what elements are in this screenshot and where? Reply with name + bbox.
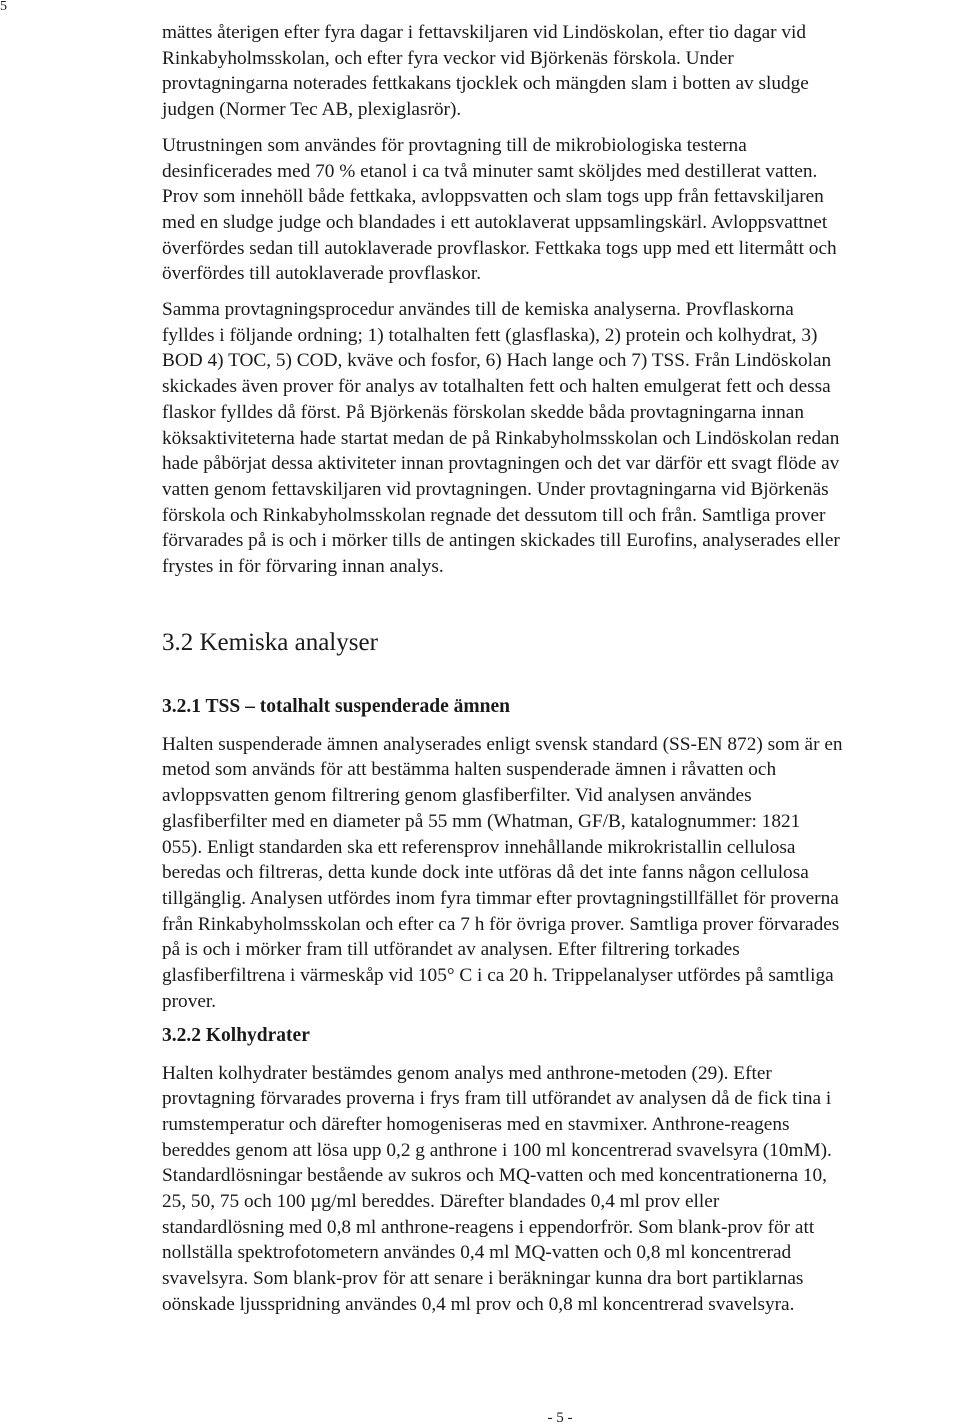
subsection-heading-carbohydrates: 3.2.2 Kolhydrater	[162, 1024, 310, 1046]
section-heading-chemical-analyses: 3.2 Kemiska analyser	[162, 628, 378, 656]
paragraph-equipment-disinfection: Utrustningen som användes för provtagning till de mikrobiologiska testerna desinficerades med 70 % etanol i ca två minuter samt sköljdes med destillerat vatten. Prov som innehöll både fettkaka, avloppsvatten och slam togs upp från fettavskiljaren med en sludge judge och blandades i ett autoklaverat uppsamlingskärl. Avloppsvattnet överfördes sedan till autoklaverade provflaskor. Fettkaka togs upp med ett litermått och överfördes till autoklaverade provflaskor.	[162, 134, 837, 285]
paragraph-chemical-sampling: Samma provtagningsprocedur användes till de kemiska analyserna. Provflaskorna fylldes i följande ordning; 1) totalhalten fett (glasflaska), 2) protein och kolhydrat, 3) BOD 4) TOC, 5) COD, kväve och fosfor, 6) Hach lange och 7) TSS. Från Lindöskolan skickades även prover för analys av totalhalten fett och halten emulgerat fett och dessa flaskor fylldes då först. På Björkenäs förskolan skedde båda provtagningarna innan köksaktiviteterna hade startat medan de på Rinkabyholmsskolan och Lindöskolan redan hade påbörjat dessa aktiviteter innan provtagningen och det var därför ett svagt flöde av vatten genom fettavskiljaren vid provtagningen. Under provtagningarna vid Björkenäs förskola och Rinkabyholmsskolan regnade det dessutom till och från. Samtliga prover förvarades på is och i mörker tills de antingen skickades till Eurofins, analyserades eller frystes in för förvaring innan analys.	[162, 299, 840, 578]
paragraph-carbohydrates-method: Halten kolhydrater bestämdes genom analys med anthrone-metoden (29). Efter provtagning förvarades proverna i frys fram till utförandet av analysen då de fick tina i rumstemperatur och därefter homogeniseras med en stavmixer. Anthrone-reagens bereddes genom att lösa upp 0,2 g anthrone i 100 ml koncentrerad svavelsyra (10mM). Standardlösningar bestående av sukros och MQ-vatten och med koncentrationerna 10, 25, 50, 75 och 100 µg/ml bereddes. Därefter blandades 0,4 ml prov eller standardlösning med 0,8 ml anthrone-reagens i eppendorfrör. Som blank-prov för att nollställa spektrofotometern användes 0,4 ml MQ-vatten och 0,8 ml koncentrerad svavelsyra. Som blank-prov för att senare i beräkningar kunna dra bort partiklarnas oönskade ljusspridning användes 0,4 ml prov och 0,8 ml koncentrerad svavelsyra.	[162, 1062, 832, 1315]
page-number: - 5 -	[547, 1410, 573, 1426]
document-body	[162, 20, 960, 1318]
paragraph-tss-method: Halten suspenderade ämnen analyserades enligt svensk standard (SS-EN 872) som är en metod som används för att bestämma halten suspenderade ämnen i råvatten och avloppsvatten genom filtrering genom glasfiberfilter. Vid analysen användes glasfiberfilter med en diameter på 55 mm (Whatman, GF/B, katalognummer: 1821 055). Enligt standarden ska ett referensprov innehållande mikrokristallin cellulosa beredas och filtreras, detta kunde dock inte utföras då det inte fanns någon cellulosa tillgänglig. Analysen utfördes inom fyra timmar efter provtagningstillfället för proverna från Rinkabyholmsskolan och efter ca 7 h för övriga prover. Samtliga prover förvarades på is och i mörker fram till utförandet av analysen. Efter filtrering torkades glasfiberfiltrena i värmeskåp vid 105° C i ca 20 h. Trippelanalyser utfördes på samtliga prover.	[162, 733, 843, 1012]
subsection-heading-tss: 3.2.1 TSS – totalhalt suspenderade ämnen	[162, 695, 510, 717]
paragraph-sampling-continued: mättes återigen efter fyra dagar i fettavskiljaren vid Lindöskolan, efter tio dagar vid Rinkabyholmsskolan, och efter fyra veckor vid Björkenäs förskola. Under provtagningarna noterades fettkakans tjocklek och mängden slam i botten av sludge judgen (Normer Tec AB, plexiglasrör).	[162, 22, 809, 121]
page-corner-mark: 5	[0, 0, 7, 14]
